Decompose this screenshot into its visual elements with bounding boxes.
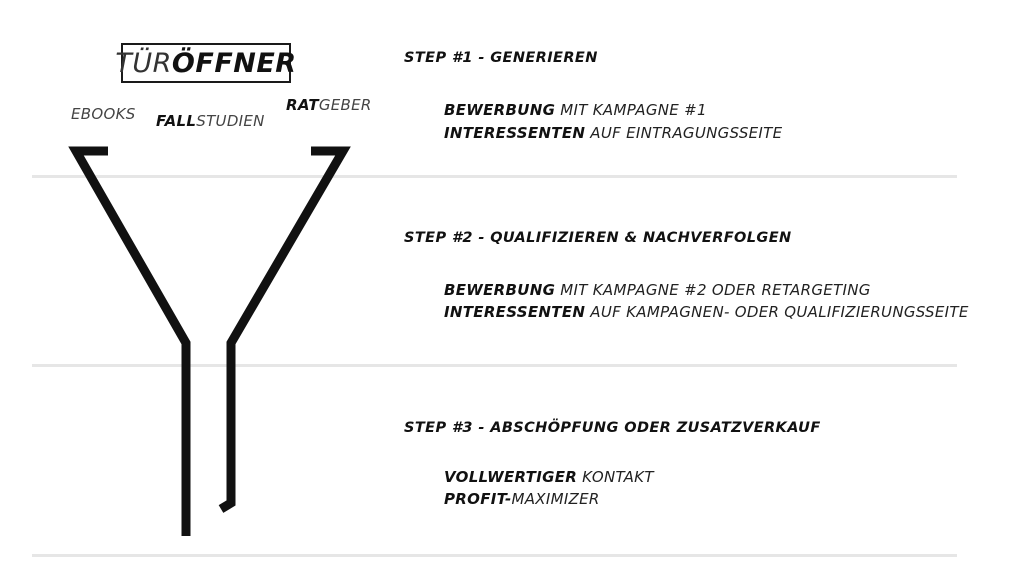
step-1-line-2-rest: AUF EINTRAGUNGSSEITE — [585, 124, 783, 142]
tag-fallstudien — [156, 112, 265, 130]
step-1-line-1 — [444, 101, 707, 119]
step-3-line-1-bold: VOLLWERTIGER — [444, 468, 578, 486]
step-1-line-1-bold: BEWERBUNG — [444, 101, 556, 119]
step-3-title: STEP #3 - ABSCHÖPFUNG ODER ZUSATZVERKAUF — [404, 420, 821, 436]
step-2-line-1-bold: BEWERBUNG — [444, 281, 556, 299]
step-2-line-1-rest: MIT KAMPAGNE #2 ODER RETARGETING — [555, 281, 871, 299]
step-2-line-2 — [444, 303, 969, 321]
step-1-line-2-bold: INTERESSENTEN — [444, 124, 586, 142]
funnel-right-stroke — [221, 151, 343, 509]
step-1-line-2 — [444, 124, 782, 142]
tag-ratgeber-bold: RAT — [286, 96, 319, 114]
step-3-line-2-rest: MAXIMIZER — [511, 490, 600, 508]
tag-ratgeber — [286, 96, 372, 114]
step-3-line-2-bold: PROFIT- — [444, 490, 512, 508]
tag-fallstudien-bold: FALL — [156, 112, 197, 130]
funnel-left-stroke — [76, 151, 186, 536]
tag-fallstudien-light: STUDIEN — [196, 112, 265, 130]
step-1-title: STEP #1 - GENERIEREN — [404, 50, 598, 66]
tag-ebooks — [71, 105, 136, 123]
step-3-line-2 — [444, 490, 600, 508]
step-2-line-2-rest: AUF KAMPAGNEN- ODER QUALIFIZIERUNGSSEITE — [585, 303, 969, 321]
step-2-line-1 — [444, 281, 871, 299]
tueroeffner-logo — [115, 43, 297, 83]
logo-part-light: TÜR — [115, 47, 172, 79]
step-3-line-1 — [444, 468, 654, 486]
tag-ratgeber-light: GEBER — [318, 96, 372, 114]
step-3-line-1-rest: KONTAKT — [577, 468, 654, 486]
step-2-line-2-bold: INTERESSENTEN — [444, 303, 586, 321]
step-2-title: STEP #2 - QUALIFIZIEREN & NACHVERFOLGEN — [404, 230, 792, 246]
tag-ebooks-light: EBOOKS — [71, 105, 136, 123]
step-1-line-1-rest: MIT KAMPAGNE #1 — [555, 101, 707, 119]
logo-part-bold: ÖFFNER — [171, 47, 297, 79]
